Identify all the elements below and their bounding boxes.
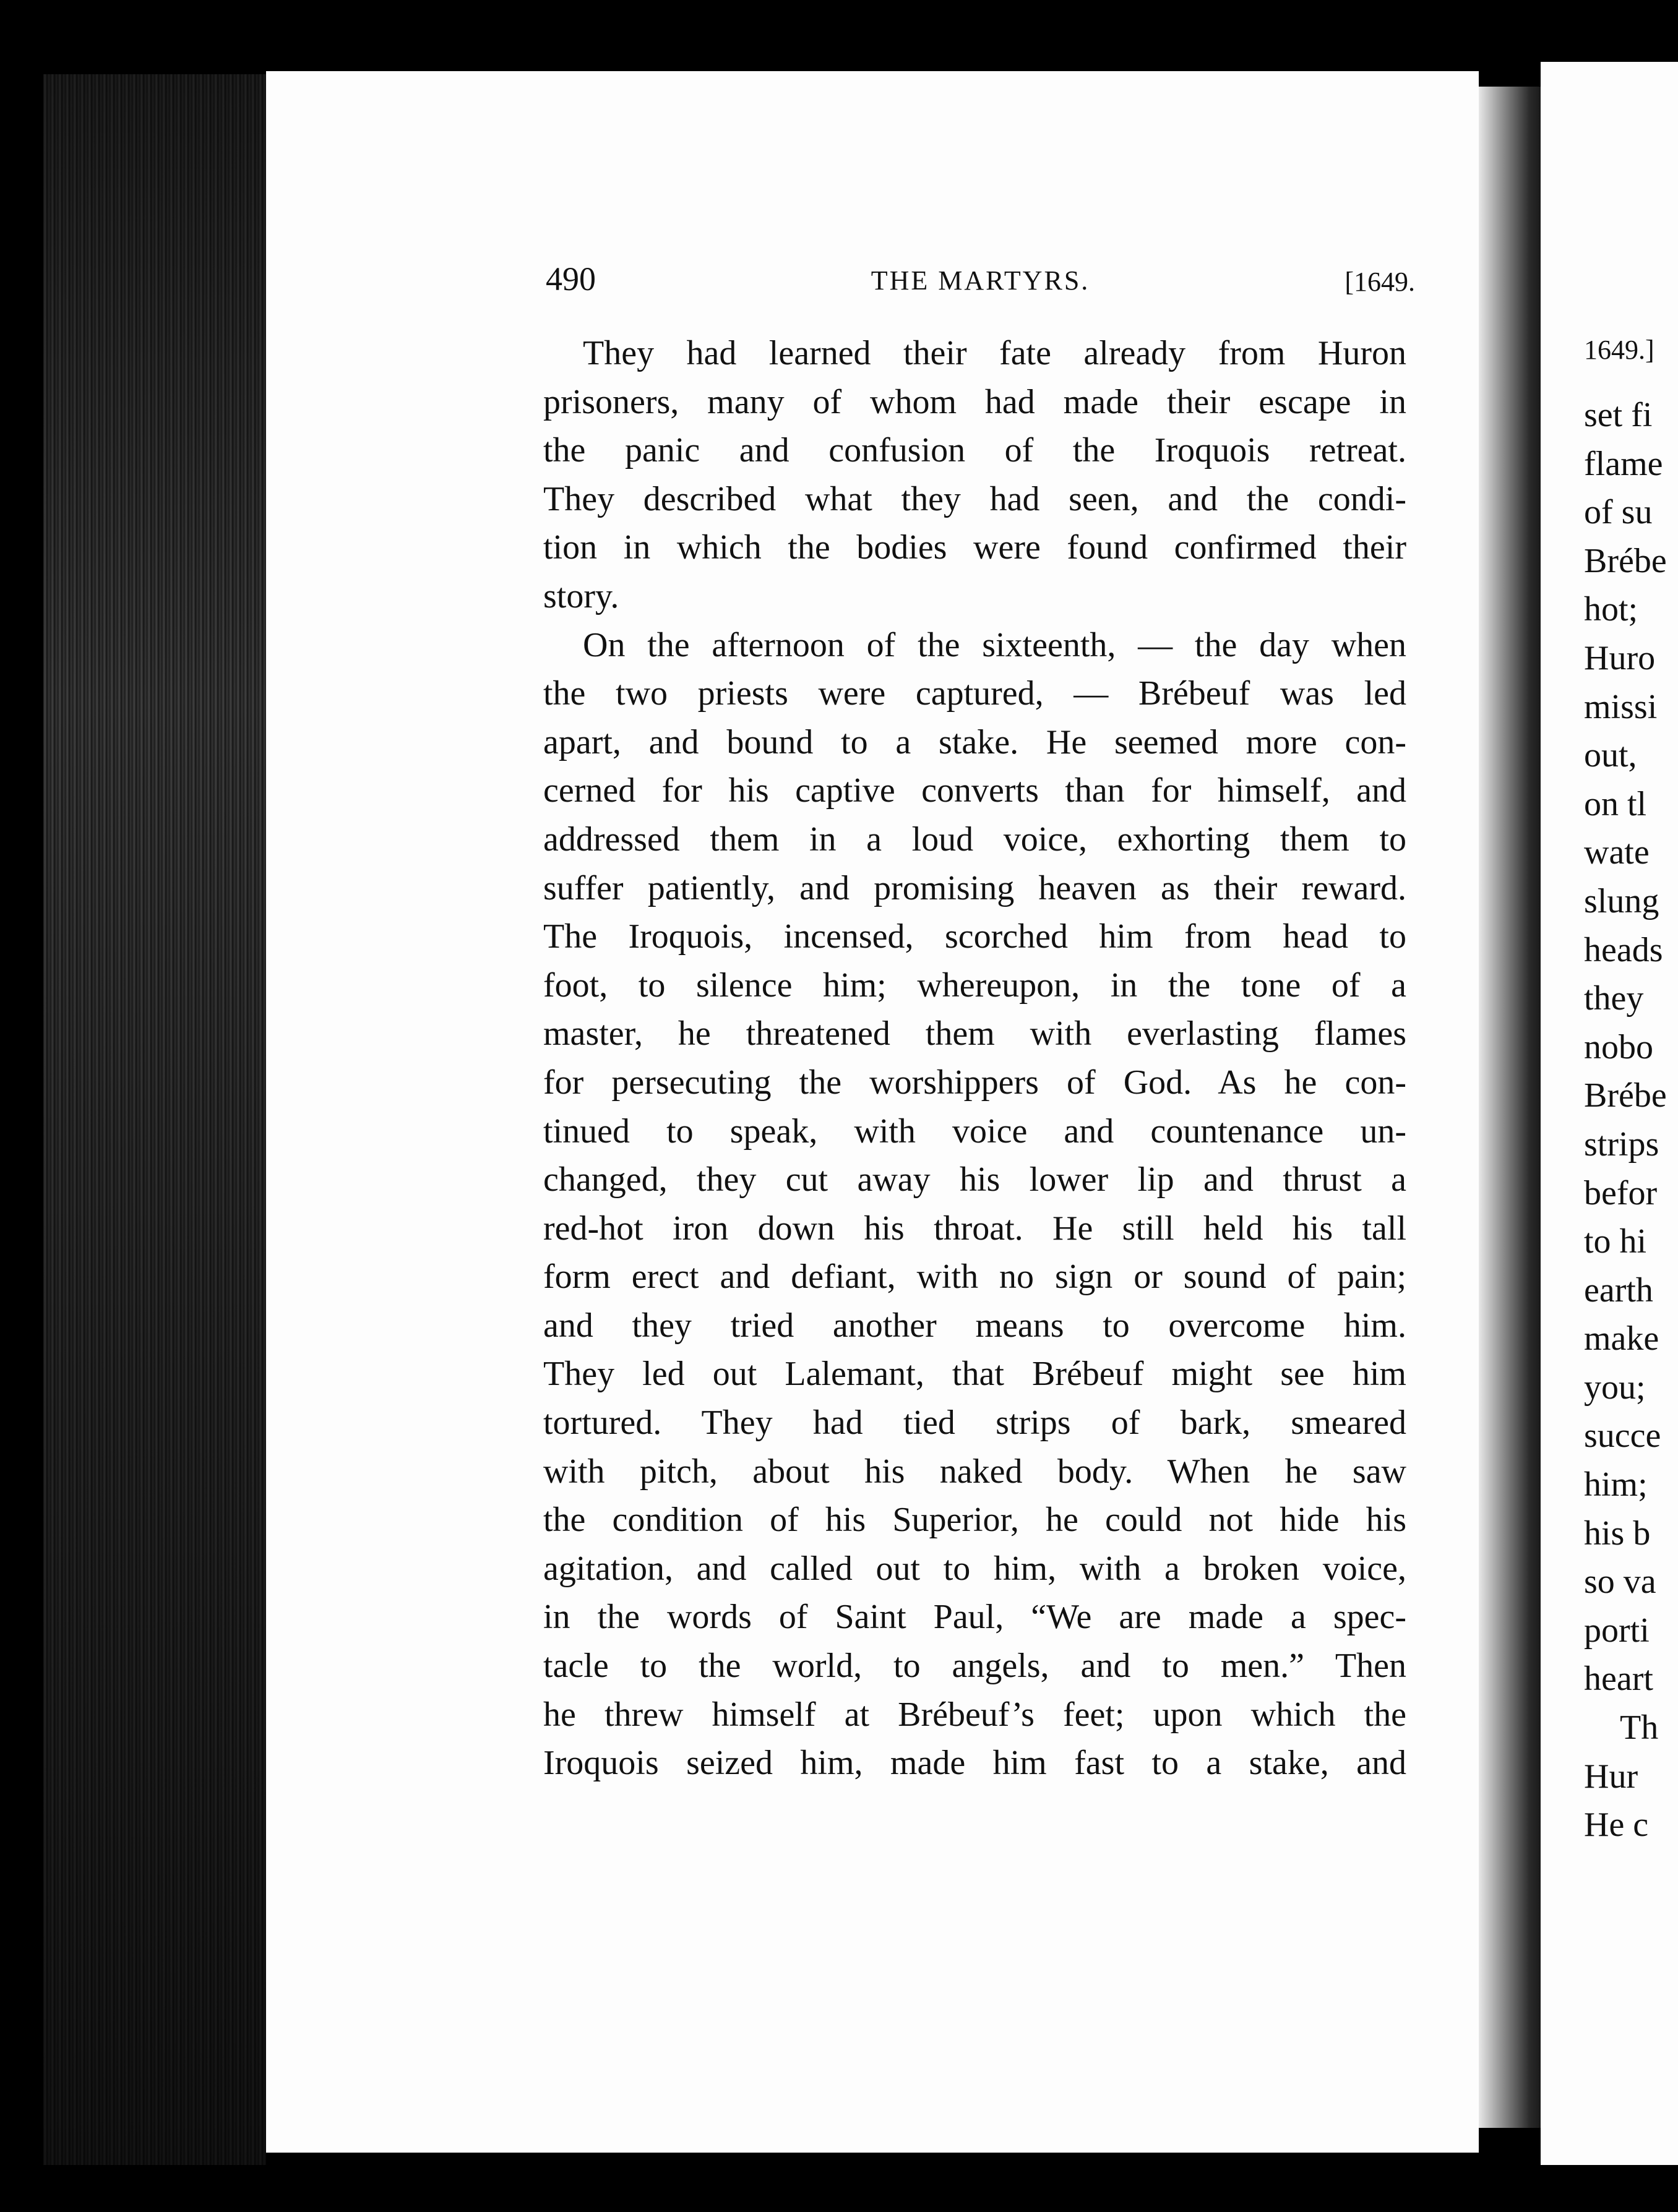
text-line: He c <box>1584 1806 1649 1845</box>
text-line: master, he threatened them with everlasting flames <box>543 1014 1406 1053</box>
text-line: On the afternoon of the sixteenth, — the day when <box>583 625 1406 664</box>
text-line: cerned for his captive converts than for himself, and <box>543 771 1406 810</box>
text-line: tion in which the bodies were found confirmed their <box>543 528 1406 567</box>
text-line: They had learned their fate already from Huron <box>583 334 1406 372</box>
text-line: Iroquois seized him, made him fast to a stake, and <box>543 1744 1406 1783</box>
text-line: They led out Lalemant, that Brébeuf might see him <box>543 1355 1406 1394</box>
running-title: THE MARTYRS. <box>871 265 1090 296</box>
text-line: make <box>1584 1319 1659 1358</box>
text-line: hot; <box>1584 590 1638 629</box>
text-line: the two priests were captured, — Brébeuf was led <box>543 674 1406 713</box>
text-line: befor <box>1584 1173 1658 1212</box>
running-year: [1649. <box>1345 267 1415 297</box>
text-line: Brébe <box>1584 541 1667 580</box>
text-line: missi <box>1584 687 1658 726</box>
text-line: addressed them in a loud voice, exhorting them to <box>543 820 1406 859</box>
text-line: heads <box>1584 930 1663 969</box>
text-line: succe <box>1584 1417 1661 1455</box>
text-line: porti <box>1584 1611 1650 1650</box>
text-line: Huro <box>1584 638 1656 677</box>
text-line: changed, they cut away his lower lip and thrust a <box>543 1160 1406 1199</box>
body-text <box>543 329 1406 1788</box>
text-line: to hi <box>1584 1222 1647 1261</box>
text-line: The Iroquois, incensed, scorched him from head to <box>543 917 1406 956</box>
right-page-text <box>1584 391 1667 1850</box>
text-line: they <box>1584 979 1644 1018</box>
text-line: and they tried another means to overcome him. <box>543 1306 1406 1345</box>
page-block-edges <box>43 74 266 2165</box>
text-line: set fi <box>1584 396 1653 434</box>
text-line: with pitch, about his naked body. When he saw <box>543 1452 1406 1491</box>
text-line: he threw himself at Brébeuf’s feet; upon which the <box>543 1695 1406 1734</box>
text-line: agitation, and called out to him, with a broken voice, <box>543 1549 1406 1588</box>
text-line: on tl <box>1584 784 1647 823</box>
text-line: his b <box>1584 1514 1651 1553</box>
text-line: Th <box>1620 1708 1659 1747</box>
right-running-year: 1649.] <box>1584 335 1654 365</box>
text-line: of su <box>1584 493 1653 532</box>
text-line: wate <box>1584 833 1650 872</box>
text-line: form erect and defiant, with no sign or sound of pain; <box>543 1258 1406 1297</box>
right-page <box>1541 62 1678 2165</box>
page-edges-shadow <box>43 74 266 2165</box>
text-line: so va <box>1584 1563 1656 1601</box>
text-line: prisoners, many of whom had made their escape in <box>543 382 1406 421</box>
text-line: They described what they had seen, and the condi- <box>543 479 1406 518</box>
text-line: tacle to the world, to angels, and to men.” Then <box>543 1647 1406 1686</box>
text-line: the panic and confusion of the Iroquois retreat. <box>543 431 1406 470</box>
text-line: Hur <box>1584 1757 1638 1796</box>
text-line: flame <box>1584 444 1663 483</box>
page-number: 490 <box>546 260 596 298</box>
text-line: you; <box>1584 1368 1646 1407</box>
text-line: apart, and bound to a stake. He seemed more con- <box>543 722 1406 761</box>
text-line: red-hot iron down his throat. He still held his tall <box>543 1209 1406 1248</box>
running-head <box>546 260 1415 303</box>
book-gutter <box>1479 87 1547 2128</box>
text-line: tortured. They had tied strips of bark, smeared <box>543 1404 1406 1443</box>
text-line: heart <box>1584 1660 1653 1699</box>
text-line: slung <box>1584 881 1659 920</box>
text-line: story. <box>543 577 619 615</box>
text-line: out, <box>1584 736 1637 775</box>
text-line: strips <box>1584 1125 1659 1164</box>
text-line: for persecuting the worshippers of God. As he con- <box>543 1063 1406 1102</box>
text-line: the condition of his Superior, he could not hide his <box>543 1501 1406 1540</box>
text-line: Brébe <box>1584 1076 1667 1115</box>
text-line: nobo <box>1584 1027 1653 1066</box>
text-line: him; <box>1584 1465 1648 1504</box>
text-line: foot, to silence him; whereupon, in the tone of a <box>543 966 1406 1005</box>
text-line: tinued to speak, with voice and countenance un- <box>543 1112 1406 1151</box>
text-line: in the words of Saint Paul, “We are made a spec- <box>543 1598 1406 1637</box>
text-line: suffer patiently, and promising heaven as their reward. <box>543 868 1406 907</box>
text-line: earth <box>1584 1271 1653 1310</box>
